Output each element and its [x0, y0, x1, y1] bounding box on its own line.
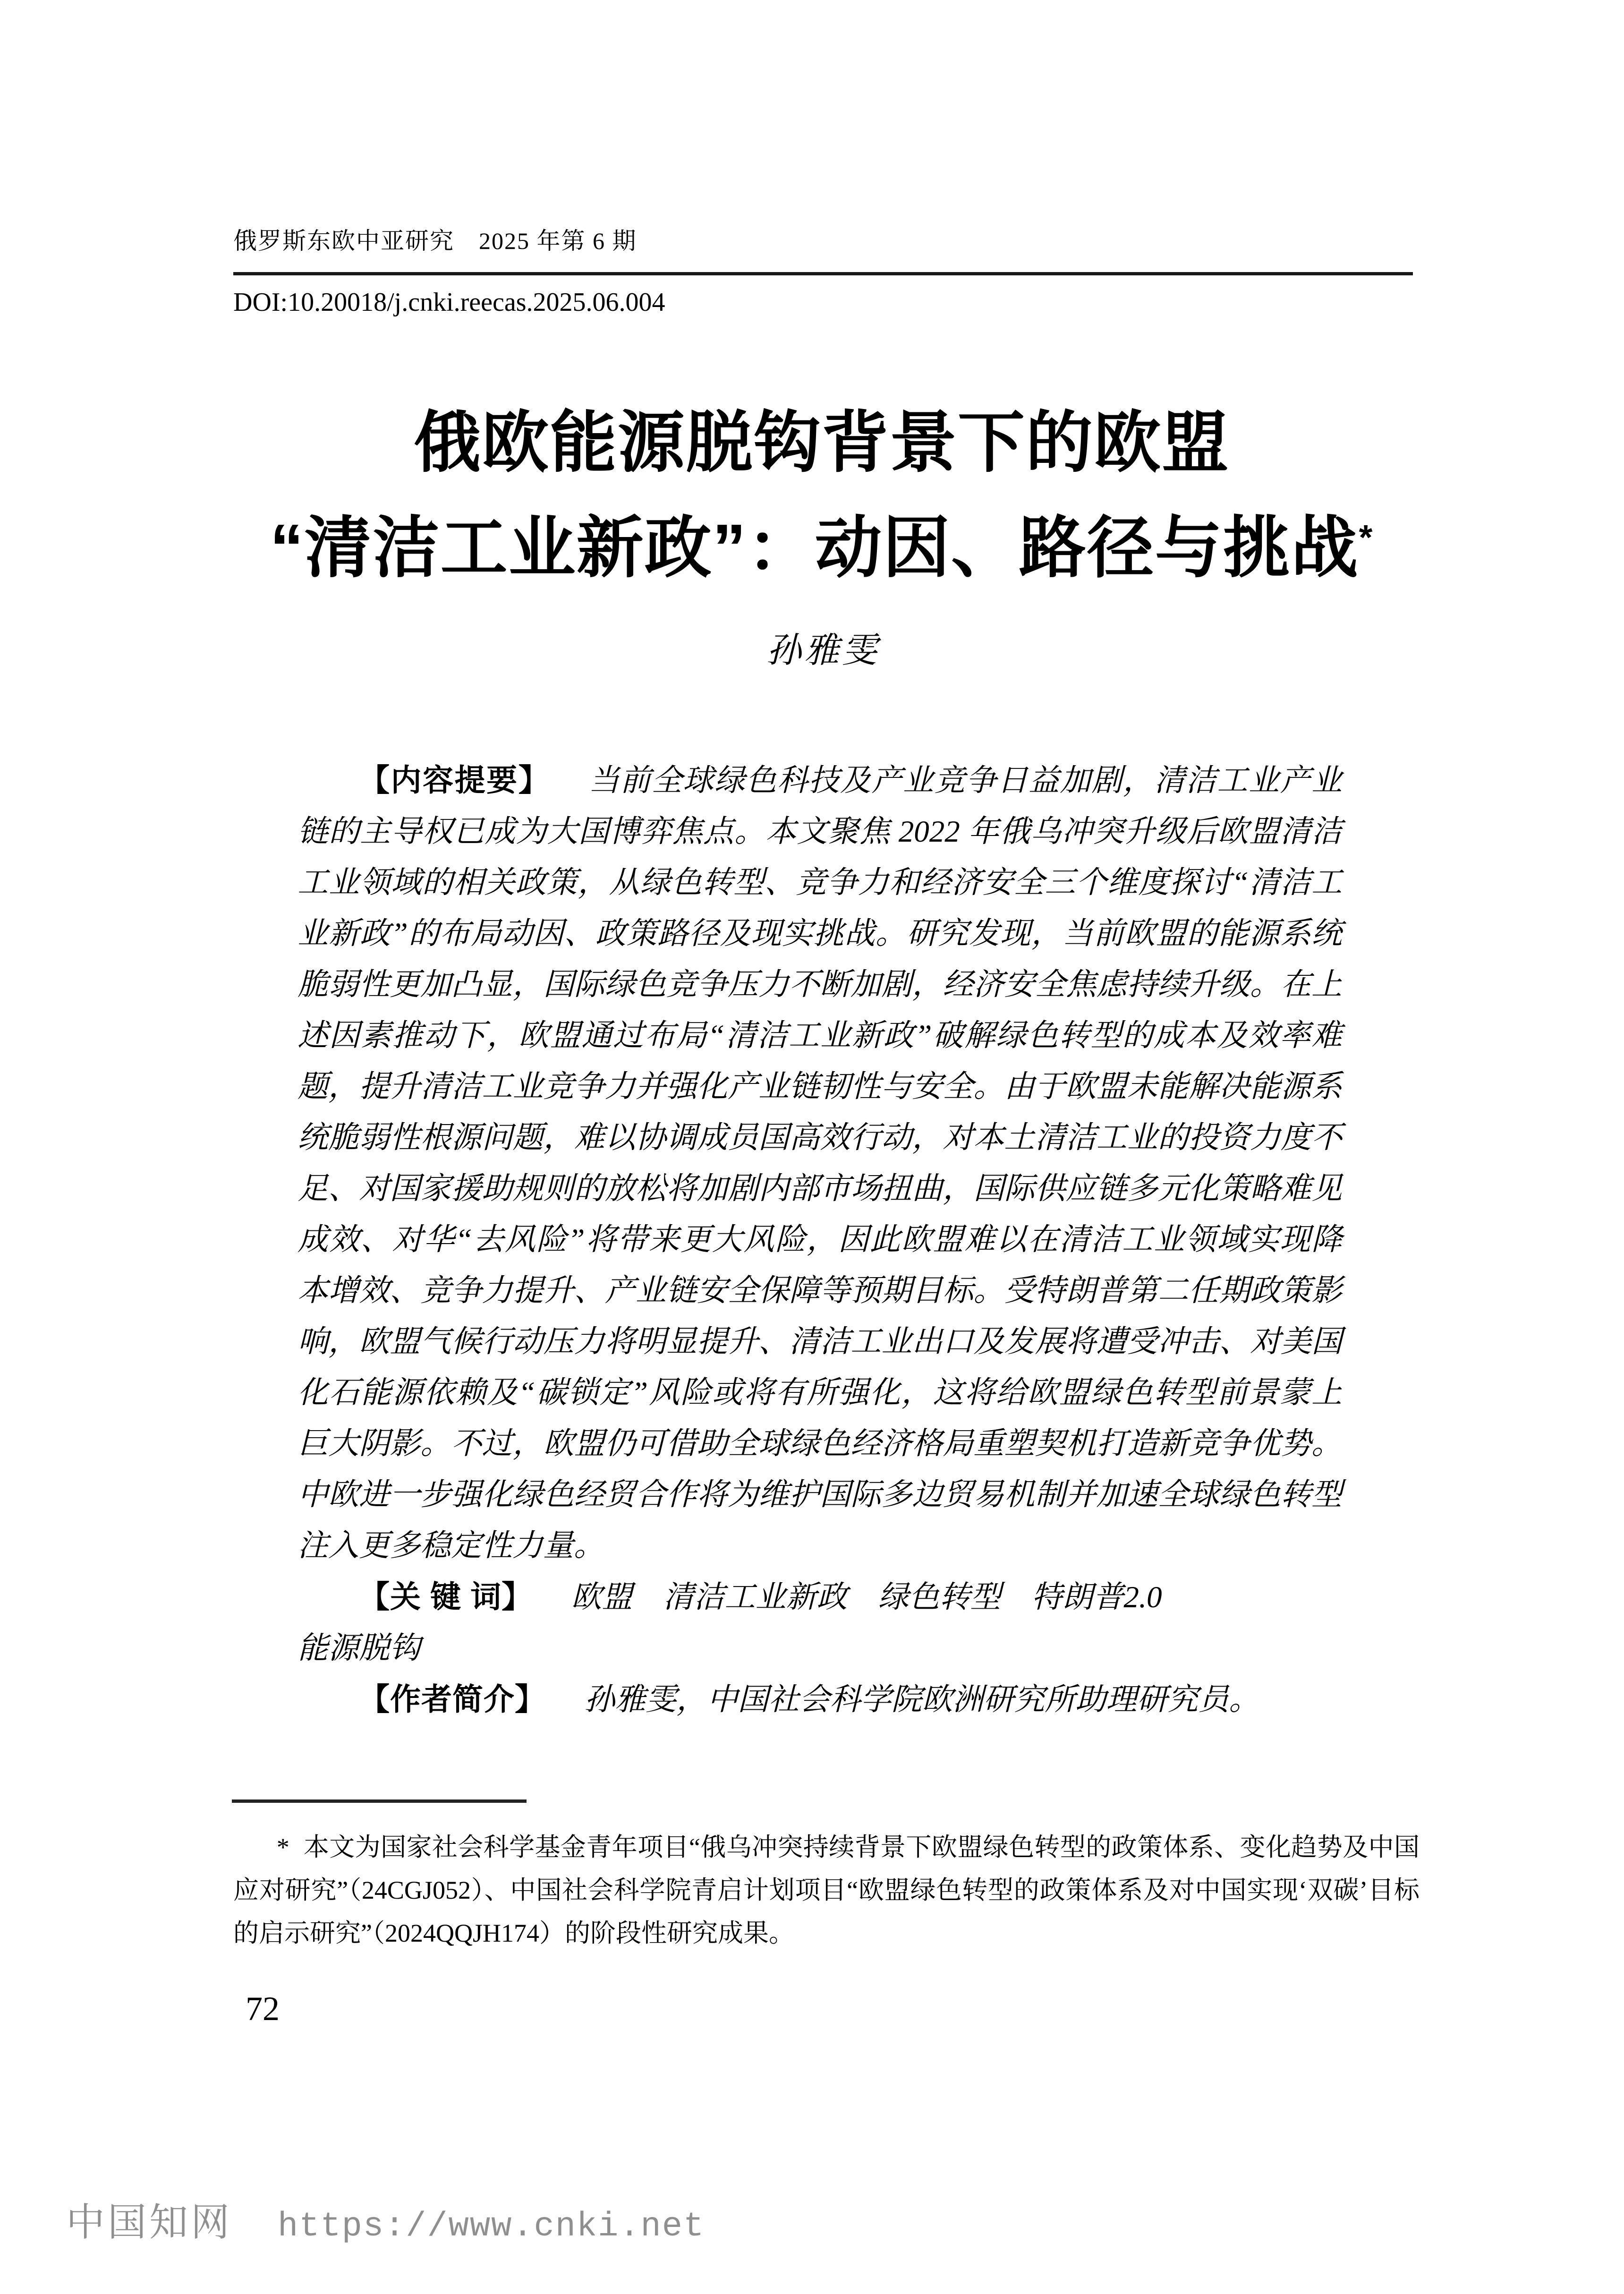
journal-header: 俄罗斯东欧中亚研究 2025 年第 6 期	[233, 228, 637, 254]
article-title-line1: 俄欧能源脱钩背景下的欧盟	[414, 405, 1230, 480]
keywords-text-line1: 欧盟 清洁工业新政 绿色转型 特朗普2.0	[571, 1580, 1162, 1614]
article-title-line2-text: “清洁工业新政”：动因、路径与挑战	[270, 510, 1359, 586]
abstract-section	[298, 755, 1342, 1725]
author-name: 孙雅雯	[766, 631, 880, 670]
cnki-url: https://www.cnki.net	[278, 2207, 705, 2246]
keywords-text-line2: 能源脱钩	[298, 1631, 421, 1665]
footnote-section	[233, 1826, 1420, 1955]
article-title-line2	[222, 490, 1421, 596]
abstract-text: 当前全球绿色科技及产业竞争日益加剧，清洁工业产业链的主导权已成为大国博弈焦点。本文聚焦 2022 年俄乌冲突升级后欧盟清洁工业领域的相关政策，从绿色转型、竞争力和经济安全三个维度探讨“清洁工业新政”的布局动因、政策路径及现实挑战。研究发现，当前欧盟的能源系统脆弱性更加凸显，国际绿色竞争压力不断加剧，经济安全焦虑持续升级。在上述因素推动下，欧盟通过布局“清洁工业新政”破解绿色转型的成本及效率难题，提升清洁工业竞争力并强化产业链韧性与安全。由于欧盟未能解决能源系统脆弱性根源问题，难以协调成员国高效行动，对本土清洁工业的投资力度不足、对国家援助规则的放松将加剧内部市场扭曲，国际供应链多元化策略难见成效、对华“去风险”将带来更大风险，因此欧盟难以在清洁工业领域实现降本增效、竞争力提升、产业链安全保障等预期目标。受特朗普第二任期政策影响，欧盟气候行动压力将明显提升、清洁工业出口及发展将遭受冲击、对美国化石能源依赖及“碳锁定”风险或将有所强化，这将给欧盟绿色转型前景蒙上巨大阴影。不过，欧盟仍可借助全球绿色经济格局重塑契机打造新竞争优势。中欧进一步强化绿色经贸合作将为维护国际多边贸易机制并加速全球绿色转型注入更多稳定性力量。	[298, 764, 1342, 1563]
author-bio-line	[298, 1674, 1342, 1725]
author-bio-text: 孙雅雯，中国社会科学院欧洲研究所助理研究员。	[584, 1683, 1260, 1717]
keywords-line	[298, 1571, 1342, 1623]
footnote-text: 本文为国家社会科学基金青年项目“俄乌冲突持续背景下欧盟绿色转型的政策体系、变化趋势及中国应对研究”（24CGJ052）、中国社会科学院青启计划项目“欧盟绿色转型的政策体系及对中国实现‘双碳’目标的启示研究”（2024QQJH174）的阶段性研究成果。	[233, 1833, 1420, 1947]
footnote-paragraph	[233, 1826, 1420, 1955]
doi-text: DOI:10.20018/j.cnki.reecas.2025.06.004	[233, 288, 665, 317]
keywords-label: 【关 键 词】	[359, 1579, 533, 1614]
footnote-divider-rule	[232, 1799, 527, 1803]
author-bio-label: 【作者简介】	[359, 1682, 546, 1716]
page-number: 72	[246, 1990, 280, 2028]
abstract-paragraph	[298, 755, 1342, 1571]
abstract-label: 【内容提要】	[359, 763, 551, 797]
article-title	[222, 396, 1421, 596]
footnote-marker: *	[276, 1833, 289, 1861]
header-divider-rule	[233, 272, 1413, 275]
cnki-watermark	[66, 2192, 705, 2247]
title-footnote-asterisk: *	[1359, 518, 1374, 557]
cnki-site-name: 中国知网	[66, 2201, 233, 2244]
